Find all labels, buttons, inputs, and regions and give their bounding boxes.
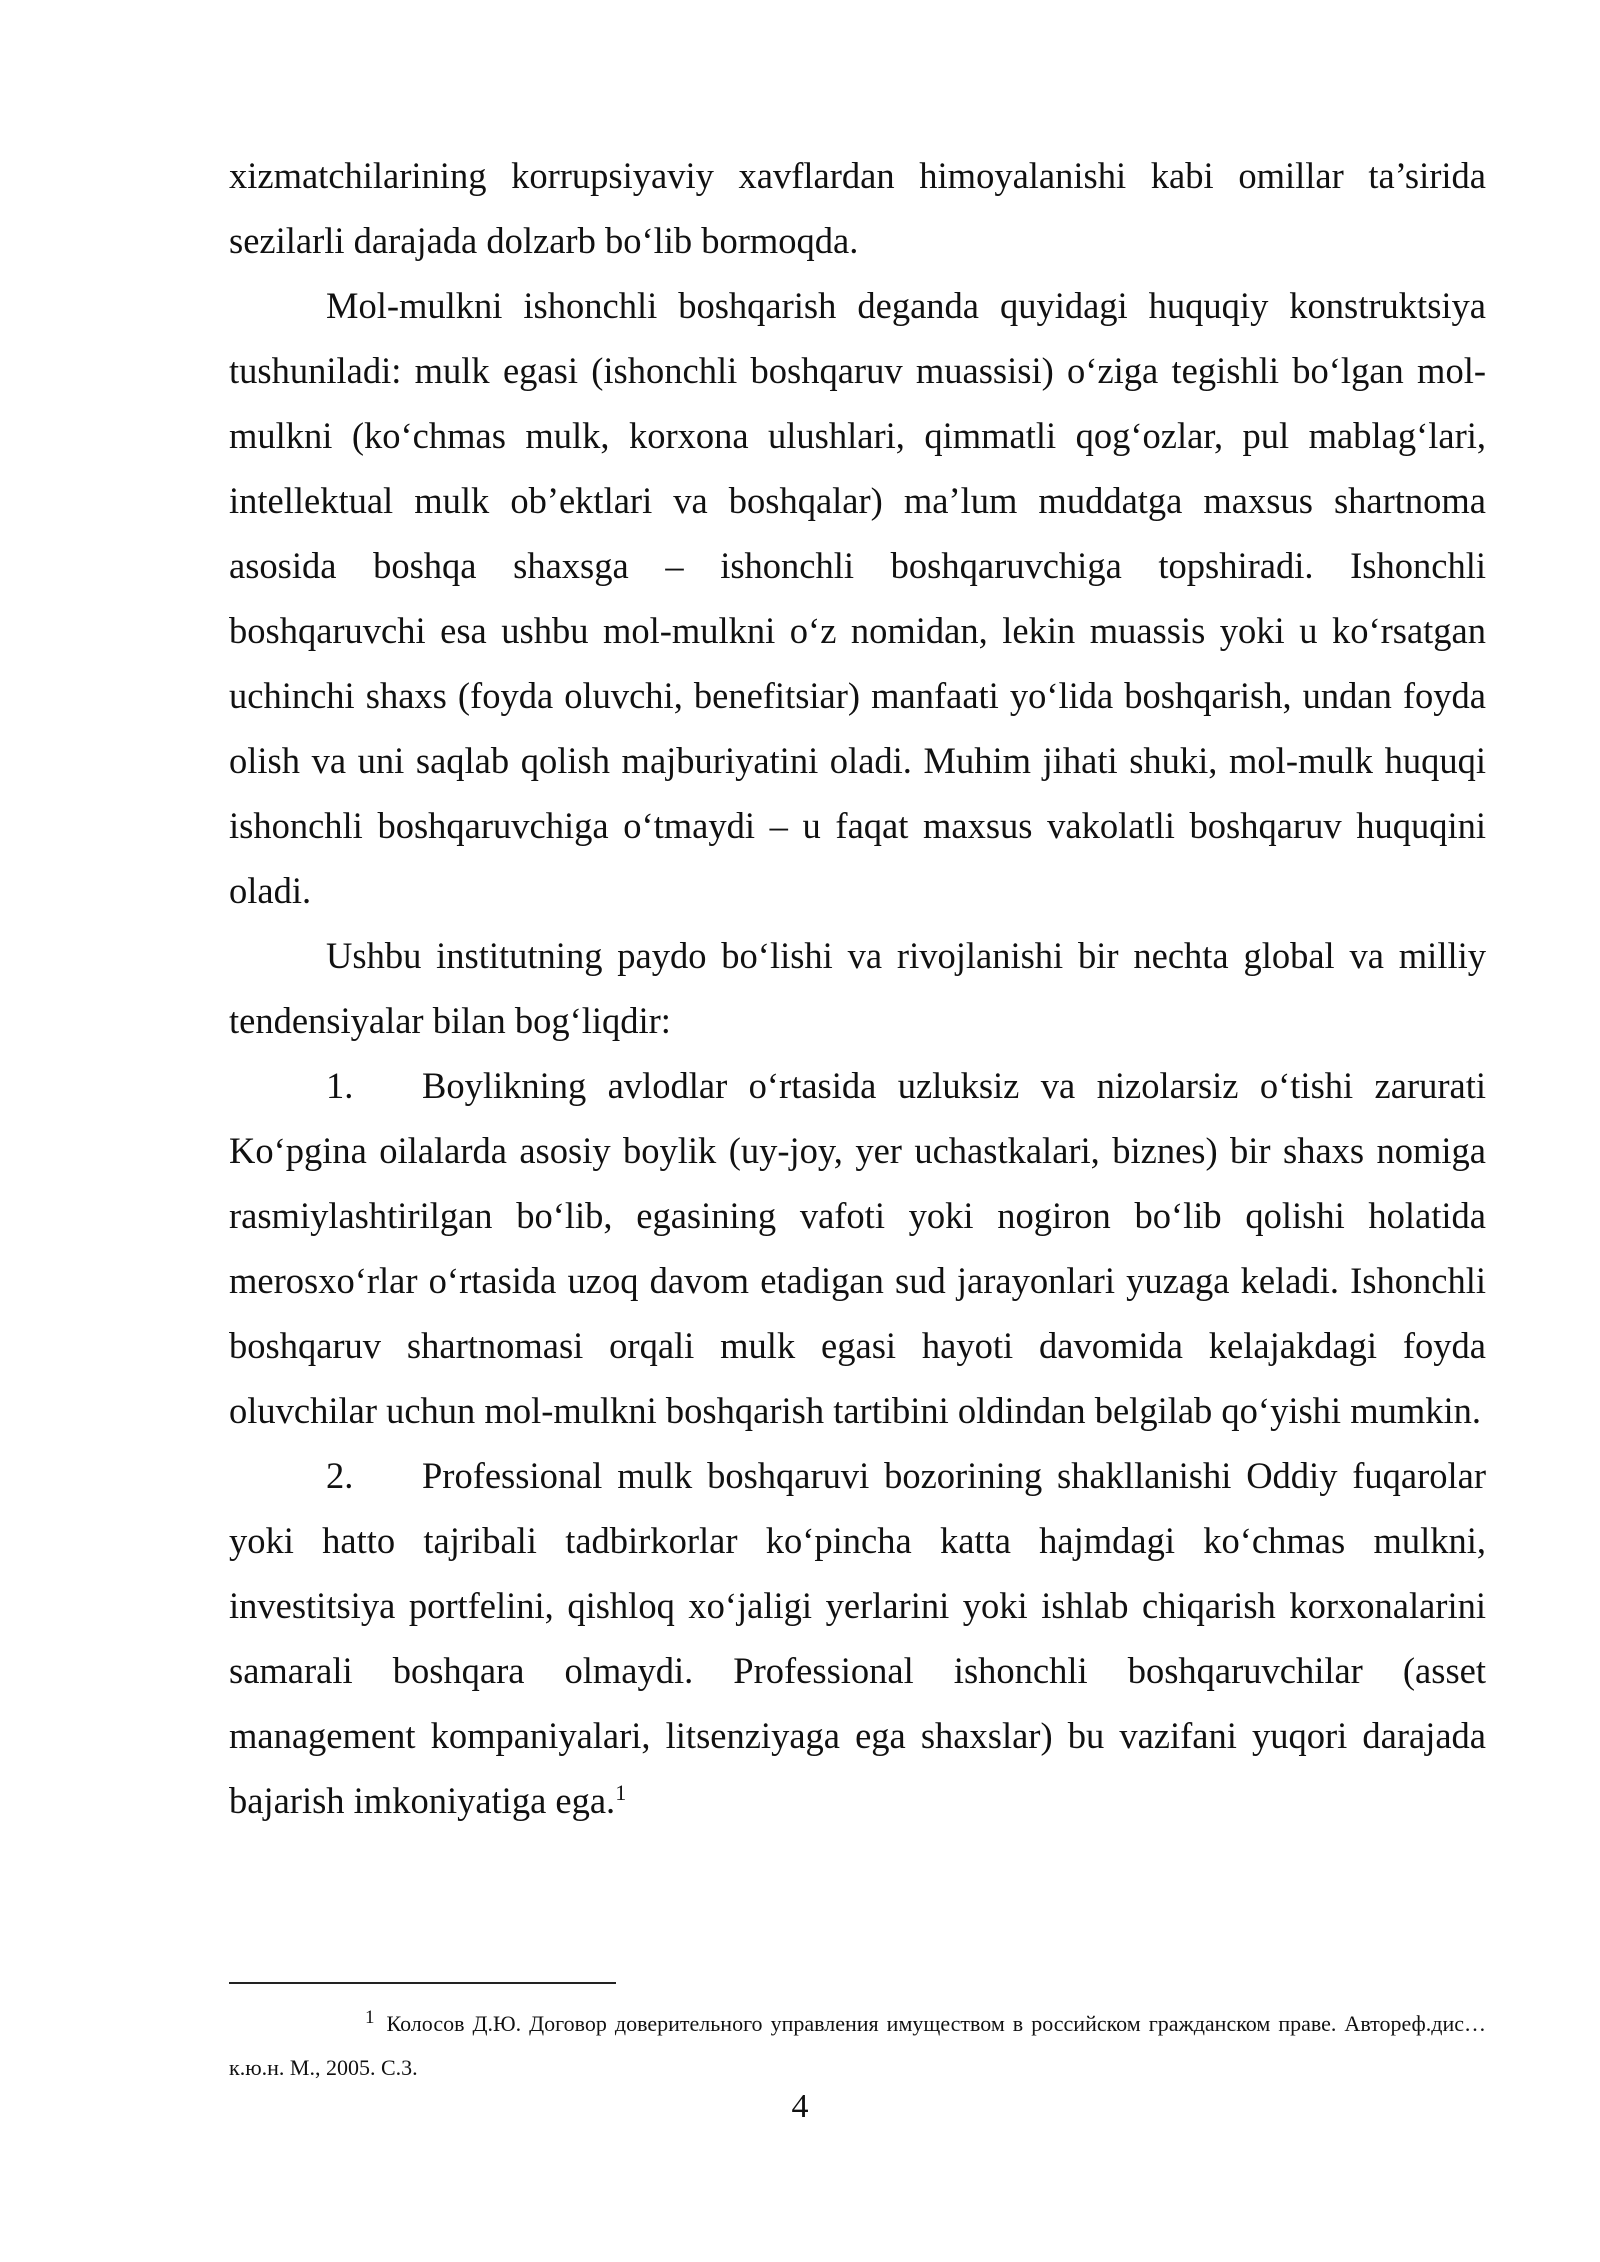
- paragraph-definition: Mol-mulkni ishonchli boshqarish deganda quyidagi huquqiy konstruktsiya tushuniladi: mulk egasi (ishonchli boshqaruv muassisi) o‘ziga tegishli bo‘lgan mol-mulkni (ko‘chmas mulk, korxona ulushlari, qimmatli qog‘ozlar, pul mablag‘lari, intellektual mulk ob’ektlari va boshqalar) ma’lum muddatga maxsus shartnoma asosida boshqa shaxsga – ishonchli boshqaruvchiga topshiradi. Ishonchli boshqaruvchi esa ushbu mol-mulkni o‘z nomidan, lekin muassis yoki u ko‘rsatgan uchinchi shaxs (foyda oluvchi, benefitsiar) manfaati yo‘lida boshqarish, undan foyda olish va uni saqlab qolish majburiyatini oladi. Muhim jihati shuki, mol-mulk huquqi ishonchli boshqaruvchiga o‘tmaydi – u faqat maxsus vakolatli boshqaruv huquqini oladi.: [229, 285, 1486, 911]
- body-text: [229, 143, 1486, 1833]
- list-item-text: Professional mulk boshqaruvi bozorining shakllanishi Oddiy fuqarolar yoki hatto tajribali tadbirkorlar ko‘pincha katta hajmdagi ko‘chmas mulkni, investitsiya portfelini, qishloq xo‘jaligi yerlarini yoki ishlab chiqarish korxonalarini samarali boshqara olmaydi. Professional ishonchli boshqaruvchilar (asset management kompaniyalari, litsenziyaga ega shaxslar) bu vazifani yuqori darajada bajarish imkoniyatiga ega.: [229, 1455, 1486, 1821]
- footnote-reference[interactable]: 1: [615, 1779, 627, 1805]
- list-item-number: 1.: [326, 1065, 354, 1106]
- page-number: 4: [791, 2088, 809, 2125]
- paragraph-trends: Ushbu institutning paydo bo‘lishi va rivojlanishi bir nechta global va milliy tendensiyalar bilan bog‘liqdir:: [229, 935, 1486, 1041]
- footnote-text: Колосов Д.Ю. Договор доверительного управления имуществом в российском гражданском праве. Автореф.дис…к.ю.н. М., 2005. С.3.: [229, 2011, 1486, 2080]
- list-item-number: 2.: [326, 1455, 354, 1496]
- list-item-text: Boylikning avlodlar o‘rtasida uzluksiz va nizolarsiz o‘tishi zarurati Ko‘pgina oilalarda asosiy boylik (uy-joy, yer uchastkalari, biznes) bir shaxs nomiga rasmiylashtirilgan bo‘lib, egasining vafoti yoki nogiron bo‘lib qolishi holatida merosxo‘rlar o‘rtasida uzoq davom etadigan sud jarayonlari yuzaga keladi. Ishonchli boshqaruv shartnomasi orqali mulk egasi hayoti davomida kelajakdagi foyda oluvchilar uchun mol-mulkni boshqarish tartibini oldindan belgilab qo‘yishi mumkin.: [229, 1065, 1486, 1431]
- paragraph-intro: xizmatchilarining korrupsiyaviy xavflardan himoyalanishi kabi omillar ta’sirida sezilarli darajada dolzarb bo‘lib bormoqda.: [229, 155, 1486, 261]
- list-item-2: [229, 1443, 1486, 1833]
- footnote: [229, 2002, 1486, 2090]
- list-item-1: [229, 1053, 1486, 1443]
- footnote-marker: 1: [365, 2006, 375, 2028]
- footnote-separator: [229, 1982, 616, 1984]
